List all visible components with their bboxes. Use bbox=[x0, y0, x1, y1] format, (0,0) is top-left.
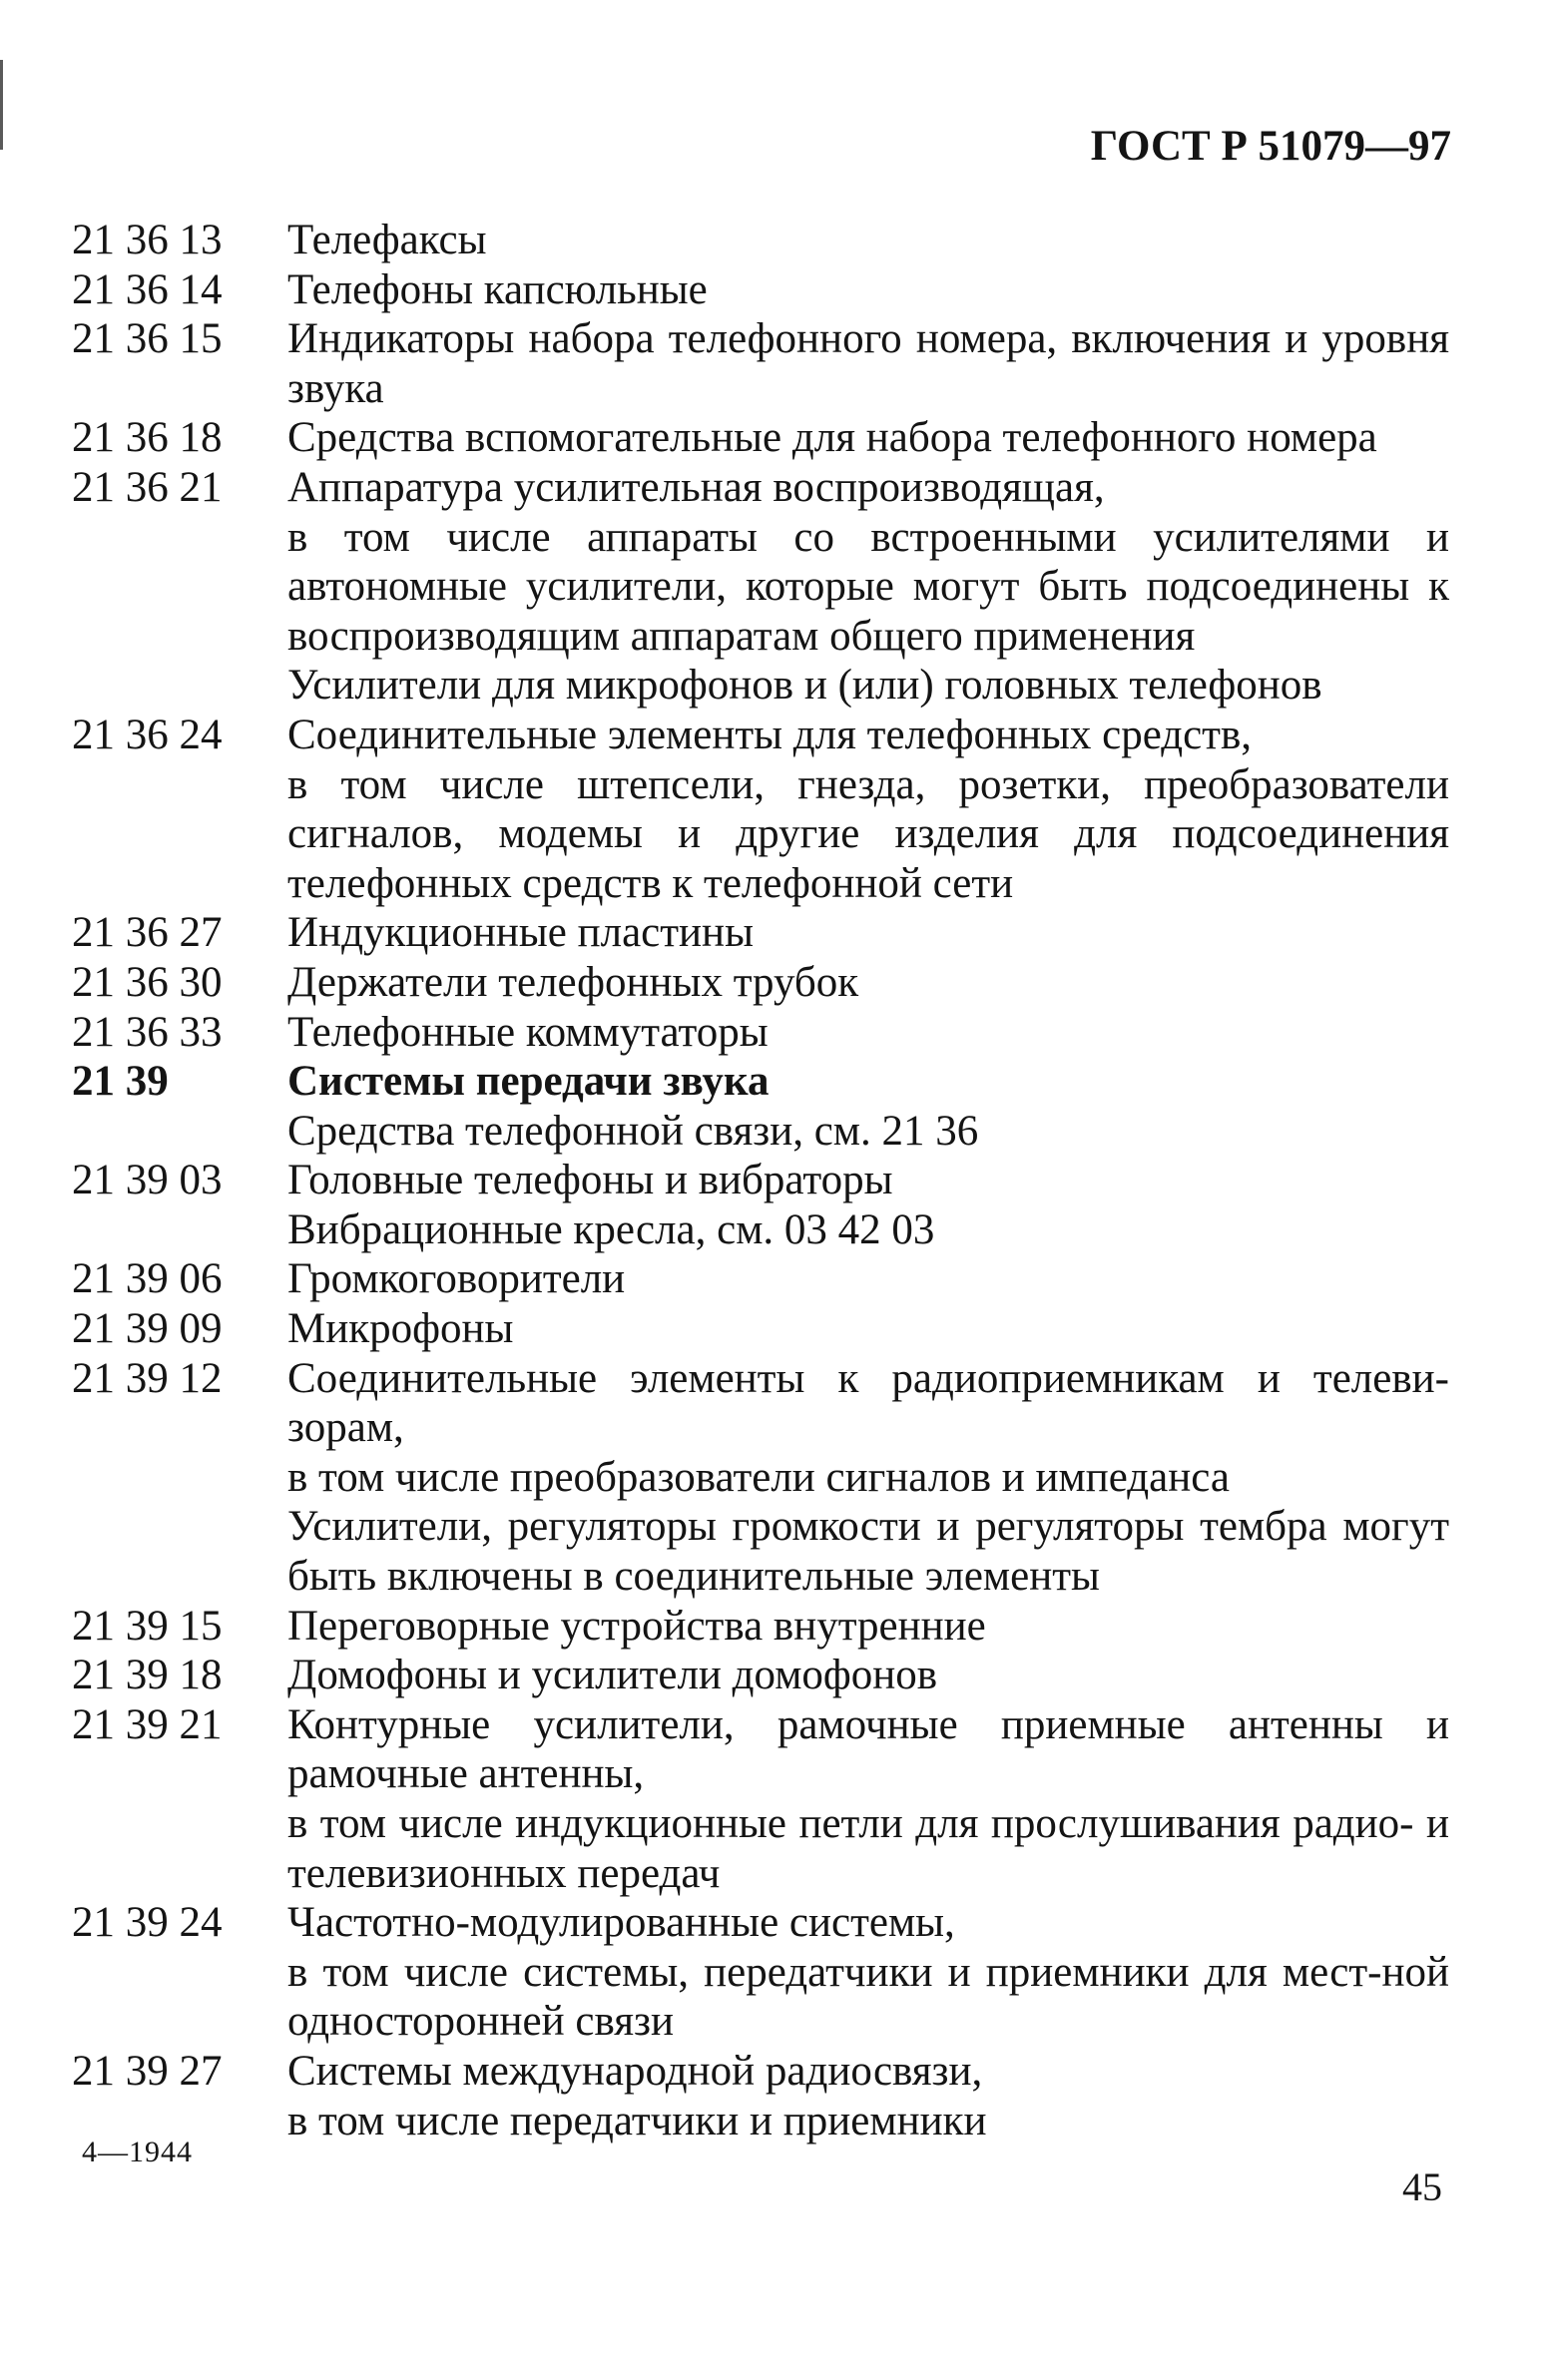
list-item bbox=[72, 463, 1449, 513]
entry-text: в том числе штепсели, гнезда, розетки, преобразователи сигналов, модемы и другие изделия для подсоединения телефонных средств к телефонной сети bbox=[287, 760, 1449, 907]
entry-text: Индукционные пластины bbox=[287, 909, 754, 957]
entry-text: Телефонные коммутаторы bbox=[287, 1008, 769, 1056]
entry-code: 21 36 15 bbox=[72, 315, 223, 363]
entry-text: Телефоны капсюльные bbox=[287, 265, 708, 313]
entry-text: Усилители для микрофонов и (или) головных телефонов bbox=[287, 662, 1322, 710]
entry-text: Соединительные элементы к радиоприемникам и телеви-зорам, bbox=[287, 1354, 1449, 1452]
classifier-list bbox=[72, 216, 1449, 2145]
list-item bbox=[72, 314, 1449, 413]
entry-text: в том числе передатчики и приемники bbox=[287, 2097, 987, 2144]
list-item bbox=[72, 1453, 1449, 1503]
entry-text: Частотно-модулированные системы, bbox=[287, 1899, 955, 1947]
entry-code: 21 39 06 bbox=[72, 1255, 223, 1303]
list-item bbox=[72, 1254, 1449, 1304]
entry-text: Индикаторы набора телефонного номера, включения и уровня звука bbox=[287, 315, 1449, 412]
entry-text: Системы международной радиосвязи, bbox=[287, 2047, 983, 2095]
entry-text: Держатели телефонных трубок bbox=[287, 958, 859, 1006]
entry-text: в том числе преобразователи сигналов и импеданса bbox=[287, 1453, 1230, 1501]
entry-text: Микрофоны bbox=[287, 1305, 514, 1353]
entry-text: Усилители, регуляторы громкости и регуляторы тембра могут быть включены в соединительные элементы bbox=[287, 1503, 1449, 1601]
entry-text: Переговорные устройства внутренние bbox=[287, 1602, 986, 1650]
entry-code: 21 39 09 bbox=[72, 1305, 223, 1353]
list-item bbox=[72, 265, 1449, 315]
entry-code: 21 36 13 bbox=[72, 217, 223, 263]
entry-code: 21 36 21 bbox=[72, 463, 223, 511]
list-item bbox=[72, 1354, 1449, 1453]
list-item bbox=[72, 711, 1449, 760]
entry-text: Аппаратура усилительная воспроизводящая, bbox=[287, 463, 1105, 511]
entry-code: 21 39 27 bbox=[72, 2047, 223, 2095]
entry-code: 21 36 24 bbox=[72, 711, 223, 758]
list-item bbox=[72, 760, 1449, 909]
entry-code: 21 36 27 bbox=[72, 909, 223, 957]
list-item bbox=[72, 1700, 1449, 1799]
entry-text: Контурные усилители, рамочные приемные антенны и рамочные антенны, bbox=[287, 1700, 1449, 1798]
entry-code: 21 39 18 bbox=[72, 1652, 223, 1699]
entry-text: Средства телефонной связи, см. 21 36 bbox=[287, 1107, 979, 1155]
section-title: Системы передачи звука bbox=[287, 1058, 770, 1106]
entry-code: 21 36 14 bbox=[72, 265, 223, 313]
entry-code: 21 36 30 bbox=[72, 958, 223, 1006]
section-heading bbox=[72, 1057, 1449, 1107]
print-mark: 4—1944 bbox=[82, 2136, 193, 2168]
entry-text: в том числе аппараты со встроенными усилителями и автономные усилители, которые могут быть подсоединены к воспроизводящим аппаратам общего применения bbox=[287, 513, 1449, 660]
list-item bbox=[72, 1602, 1449, 1652]
list-item bbox=[72, 1107, 1449, 1157]
entry-code: 21 39 24 bbox=[72, 1899, 223, 1947]
entry-code: 21 39 21 bbox=[72, 1700, 223, 1748]
document-header: ГОСТ Р 51079—97 bbox=[1090, 123, 1451, 170]
section-code: 21 39 bbox=[72, 1058, 169, 1106]
entry-text: Соединительные элементы для телефонных средств, bbox=[287, 711, 1253, 758]
entry-code: 21 39 03 bbox=[72, 1157, 223, 1204]
list-item bbox=[72, 1898, 1449, 1948]
list-item bbox=[72, 1502, 1449, 1601]
entry-text: Домофоны и усилители домофонов bbox=[287, 1652, 938, 1699]
entry-text: в том числе системы, передатчики и приемники для мест-ной односторонней связи bbox=[287, 1948, 1449, 2046]
list-item bbox=[72, 1651, 1449, 1700]
entry-code: 21 39 15 bbox=[72, 1602, 223, 1650]
list-item bbox=[72, 1156, 1449, 1205]
entry-text: Громкоговорители bbox=[287, 1255, 626, 1303]
list-item bbox=[72, 2047, 1449, 2097]
list-item bbox=[72, 216, 1449, 265]
list-item bbox=[72, 1205, 1449, 1255]
list-item bbox=[72, 908, 1449, 958]
list-item bbox=[72, 1304, 1449, 1354]
entry-text: Головные телефоны и вибраторы bbox=[287, 1157, 893, 1204]
list-item bbox=[72, 1008, 1449, 1058]
list-item bbox=[72, 661, 1449, 711]
page-number: 45 bbox=[1402, 2164, 1442, 2209]
list-item bbox=[72, 1948, 1449, 2047]
list-item bbox=[72, 2097, 1449, 2146]
entry-code: 21 39 12 bbox=[72, 1354, 223, 1402]
entry-text: Средства вспомогательные для набора телефонного номера bbox=[287, 414, 1377, 462]
list-item bbox=[72, 1799, 1449, 1898]
list-item bbox=[72, 513, 1449, 662]
entry-code: 21 36 33 bbox=[72, 1008, 223, 1056]
list-item bbox=[72, 958, 1449, 1008]
entry-text: в том числе индукционные петли для прослушивания радио- и телевизионных передач bbox=[287, 1800, 1449, 1897]
scan-edge-mark bbox=[0, 60, 3, 150]
entry-text: Вибрационные кресла, см. 03 42 03 bbox=[287, 1205, 935, 1253]
entry-code: 21 36 18 bbox=[72, 414, 223, 462]
entry-text: Телефаксы bbox=[287, 217, 487, 263]
list-item bbox=[72, 413, 1449, 463]
